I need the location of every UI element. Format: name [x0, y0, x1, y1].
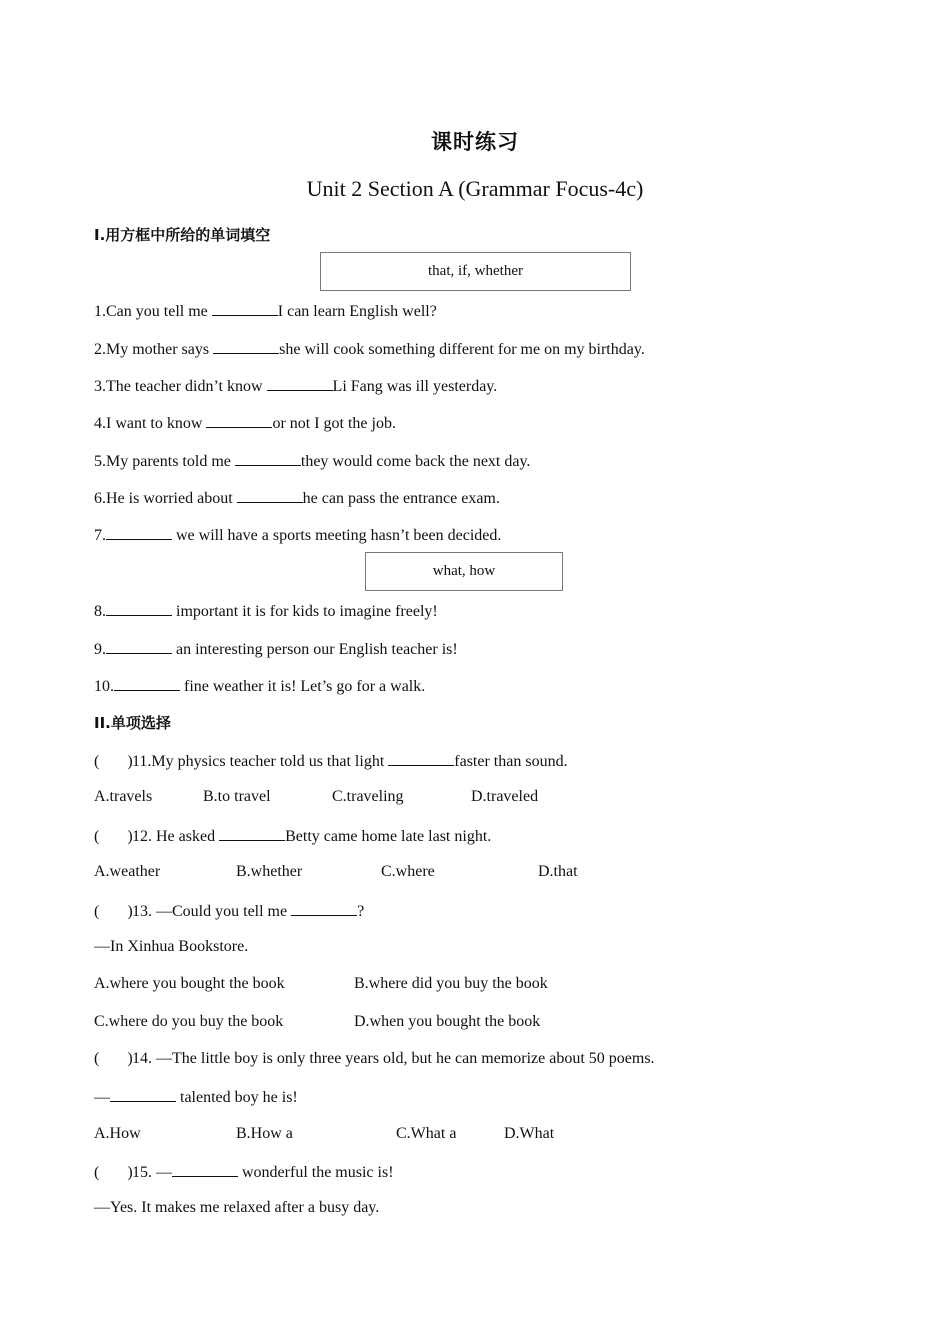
- answer-blank[interactable]: [235, 451, 301, 466]
- option-b[interactable]: B.How a: [236, 1125, 293, 1142]
- answer-paren[interactable]: [94, 903, 132, 921]
- option-a[interactable]: A.where you bought the book: [94, 975, 285, 992]
- answer-blank: [388, 751, 454, 766]
- question-14-reply: [94, 1087, 298, 1107]
- paren-open: (: [94, 1164, 100, 1181]
- option-a[interactable]: A.travels: [94, 788, 153, 805]
- paren-close: ): [127, 903, 133, 920]
- question-12-text: 12. He asked: [132, 828, 220, 845]
- answer-blank[interactable]: [114, 676, 180, 691]
- question-10-text: 10.: [94, 678, 114, 695]
- paren-open: (: [94, 753, 100, 770]
- section-heading-multiple-choice: II.单项选择: [94, 714, 171, 732]
- answer-paren[interactable]: [94, 1050, 132, 1068]
- answer-blank[interactable]: [106, 601, 172, 616]
- question-2: [94, 339, 645, 359]
- question-13: [94, 901, 364, 921]
- page-subtitle: Unit 2 Section A (Grammar Focus-4c): [306, 176, 644, 201]
- question-9-text-end: an interesting person our English teacher is!: [172, 641, 458, 658]
- question-7: [94, 525, 501, 545]
- question-6-text-end: he can pass the entrance exam.: [302, 490, 500, 507]
- question-15-text: 15. —: [132, 1164, 172, 1181]
- answer-paren[interactable]: [94, 1164, 132, 1182]
- option-a[interactable]: A.How: [94, 1125, 141, 1142]
- question-3-text-end: Li Fang was ill yesterday.: [332, 378, 498, 395]
- answer-paren[interactable]: [94, 753, 132, 771]
- question-13-text-end: ?: [357, 903, 365, 920]
- question-5-text-end: they would come back the next day.: [300, 453, 531, 470]
- question-15: [94, 1162, 394, 1182]
- question-3-text: 3.The teacher didn’t know: [94, 378, 267, 395]
- question-10-text-end: fine weather it is! Let’s go for a walk.: [180, 678, 426, 695]
- option-a[interactable]: A.weather: [94, 863, 161, 880]
- question-4-text-end: or not I got the job.: [272, 415, 396, 432]
- question-13-text: 13. —Could you tell me: [132, 903, 292, 920]
- question-4-text: 4.I want to know: [94, 415, 207, 432]
- answer-blank[interactable]: [106, 525, 172, 540]
- question-8-text-end: important it is for kids to imagine freely!: [172, 603, 438, 620]
- question-2-text-end: she will cook something different for me on my birthday.: [279, 341, 645, 358]
- paren-close: ): [127, 1050, 133, 1067]
- question-2-text: 2.My mother says: [94, 341, 214, 358]
- answer-blank: [110, 1087, 176, 1102]
- question-11: [94, 751, 568, 771]
- option-b[interactable]: B.whether: [236, 863, 303, 880]
- question-7-text-end: we will have a sports meeting hasn’t been decided.: [172, 527, 502, 544]
- answer-blank[interactable]: [237, 488, 303, 503]
- question-5: [94, 451, 530, 471]
- answer-blank: [172, 1162, 238, 1177]
- paren-close: ): [127, 1164, 133, 1181]
- option-d[interactable]: D.that: [538, 863, 578, 880]
- paren-open: (: [94, 903, 100, 920]
- answer-blank[interactable]: [267, 376, 333, 391]
- question-14: [94, 1050, 655, 1068]
- answer-blank[interactable]: [212, 301, 278, 316]
- paren-close: ): [127, 828, 133, 845]
- question-1-text: 1.Can you tell me: [94, 303, 212, 320]
- option-c[interactable]: C.where do you buy the book: [94, 1013, 284, 1030]
- option-d[interactable]: D.What: [504, 1125, 555, 1142]
- paren-close: ): [127, 753, 133, 770]
- question-14-reply-text: talented boy he is!: [176, 1089, 298, 1106]
- question-3: [94, 376, 497, 396]
- word-box-1: [320, 252, 631, 291]
- question-11-text: 11.My physics teacher told us that light: [132, 753, 389, 770]
- question-10: [94, 676, 425, 696]
- option-c[interactable]: C.where: [381, 863, 435, 880]
- paren-open: (: [94, 1050, 100, 1067]
- option-d[interactable]: D.when you bought the book: [354, 1013, 541, 1030]
- question-4: [94, 413, 396, 433]
- question-12: [94, 826, 491, 846]
- question-14-text: 14. —The little boy is only three years old, but he can memorize about 50 poems.: [132, 1050, 655, 1067]
- section-heading-fill-blank: I.用方框中所给的单词填空: [94, 226, 271, 244]
- question-8-text: 8.: [94, 603, 106, 620]
- question-1: [94, 301, 437, 321]
- answer-paren[interactable]: [94, 828, 132, 846]
- answer-blank[interactable]: [106, 639, 172, 654]
- question-1-text-end: I can learn English well?: [277, 303, 437, 320]
- question-5-text: 5.My parents told me: [94, 453, 235, 470]
- question-11-text-end: faster than sound.: [454, 753, 568, 770]
- question-6-text: 6.He is worried about: [94, 490, 237, 507]
- question-6: [94, 488, 500, 508]
- question-9: [94, 639, 458, 659]
- reply-dash: —: [94, 1089, 110, 1106]
- question-13-reply: —In Xinhua Bookstore.: [94, 938, 249, 955]
- option-b[interactable]: B.to travel: [203, 788, 271, 805]
- question-8: [94, 601, 438, 621]
- word-box-2: [365, 552, 563, 591]
- word-box-1-text: that, if, whether: [428, 263, 523, 279]
- question-7-text: 7.: [94, 527, 106, 544]
- question-15-text-end: wonderful the music is!: [238, 1164, 394, 1181]
- option-c[interactable]: C.traveling: [332, 788, 404, 805]
- paren-open: (: [94, 828, 100, 845]
- question-15-reply: —Yes. It makes me relaxed after a busy day.: [94, 1199, 380, 1216]
- option-c[interactable]: C.What a: [396, 1125, 457, 1142]
- word-box-2-text: what, how: [432, 563, 496, 579]
- page-title: 课时练习: [431, 130, 519, 154]
- answer-blank: [219, 826, 285, 841]
- question-12-text-end: Betty came home late last night.: [285, 828, 492, 845]
- answer-blank[interactable]: [206, 413, 272, 428]
- answer-blank[interactable]: [213, 339, 279, 354]
- option-d[interactable]: D.traveled: [471, 788, 539, 805]
- option-b[interactable]: B.where did you buy the book: [354, 975, 548, 992]
- answer-blank: [291, 901, 357, 916]
- question-9-text: 9.: [94, 641, 106, 658]
